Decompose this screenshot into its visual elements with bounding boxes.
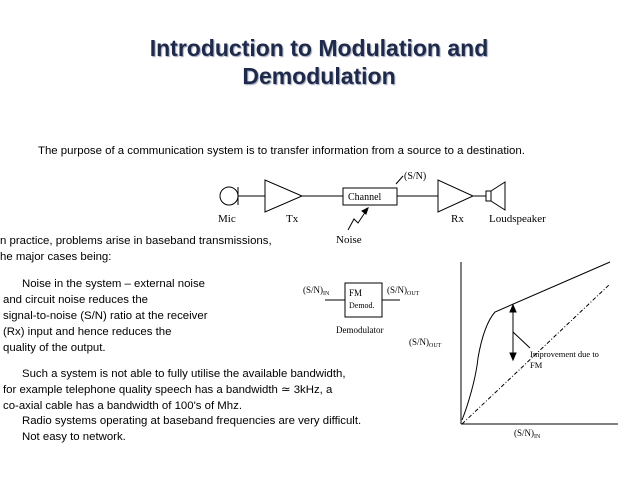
tx-amplifier: [265, 180, 302, 212]
intro-line-1: n practice, problems arise in baseband transmissions,: [0, 235, 272, 247]
mic-label: Mic: [218, 213, 236, 225]
radio-line: Radio systems operating at baseband frequencies are very difficult.: [22, 415, 362, 427]
noise-line-2: and circuit noise reduces the: [3, 294, 148, 306]
noise-line-5: quality of the output.: [3, 342, 106, 354]
sn-graph: [461, 262, 618, 424]
sn-out-label: $(S/N)_{OUT}$: [387, 285, 420, 297]
intro-line-2: he major cases being:: [0, 251, 112, 263]
tx-label: Tx: [286, 213, 299, 225]
improvement-label-1: Improvement due to: [530, 349, 599, 359]
noise-line-3: signal-to-noise (S/N) ratio at the receiver: [3, 310, 208, 322]
bandwidth-line-1: Such a system is not able to fully utilise the available bandwidth,: [22, 368, 346, 380]
sn-arrow: [396, 176, 403, 184]
sn-label: (S/N): [404, 171, 427, 182]
title-line-2: Demodulation: [242, 63, 396, 89]
noise-label: Noise: [336, 234, 362, 246]
x-axis-label: $(S/N)_{IN}$: [514, 428, 541, 440]
title-line-1: Introduction to Modulation and: [149, 35, 489, 61]
noise-line-4: (Rx) input and hence reduces the: [3, 326, 172, 338]
rx-amplifier: [438, 180, 473, 212]
bandwidth-line-2: for example telephone quality speech has a bandwidth ≃ 3kHz, a: [3, 384, 333, 396]
bandwidth-line-3: co-axial cable has a bandwidth of 100's of Mhz.: [3, 400, 242, 412]
loudspeaker-icon: [486, 182, 505, 210]
rx-label: Rx: [451, 213, 464, 225]
fm-curve: [462, 262, 610, 420]
loudspeaker-label: Loudspeaker: [489, 213, 546, 225]
channel-label: Channel: [348, 192, 382, 203]
network-line: Not easy to network.: [22, 431, 126, 443]
improvement-label-2: FM: [530, 360, 543, 370]
demod-label: Demod.: [349, 301, 375, 310]
noise-line-1: Noise in the system – external noise: [22, 278, 205, 290]
y-axis-label: $(S/N)_{OUT}$: [409, 337, 442, 349]
demodulator-caption: Demodulator: [336, 325, 384, 335]
fm-label: FM: [349, 288, 363, 298]
purpose-text: The purpose of a communication system is to transfer information from a source to a destination.: [38, 145, 525, 157]
mic-icon: [220, 187, 238, 205]
sn-in-label: $(S/N)_{IN}$: [303, 285, 330, 297]
